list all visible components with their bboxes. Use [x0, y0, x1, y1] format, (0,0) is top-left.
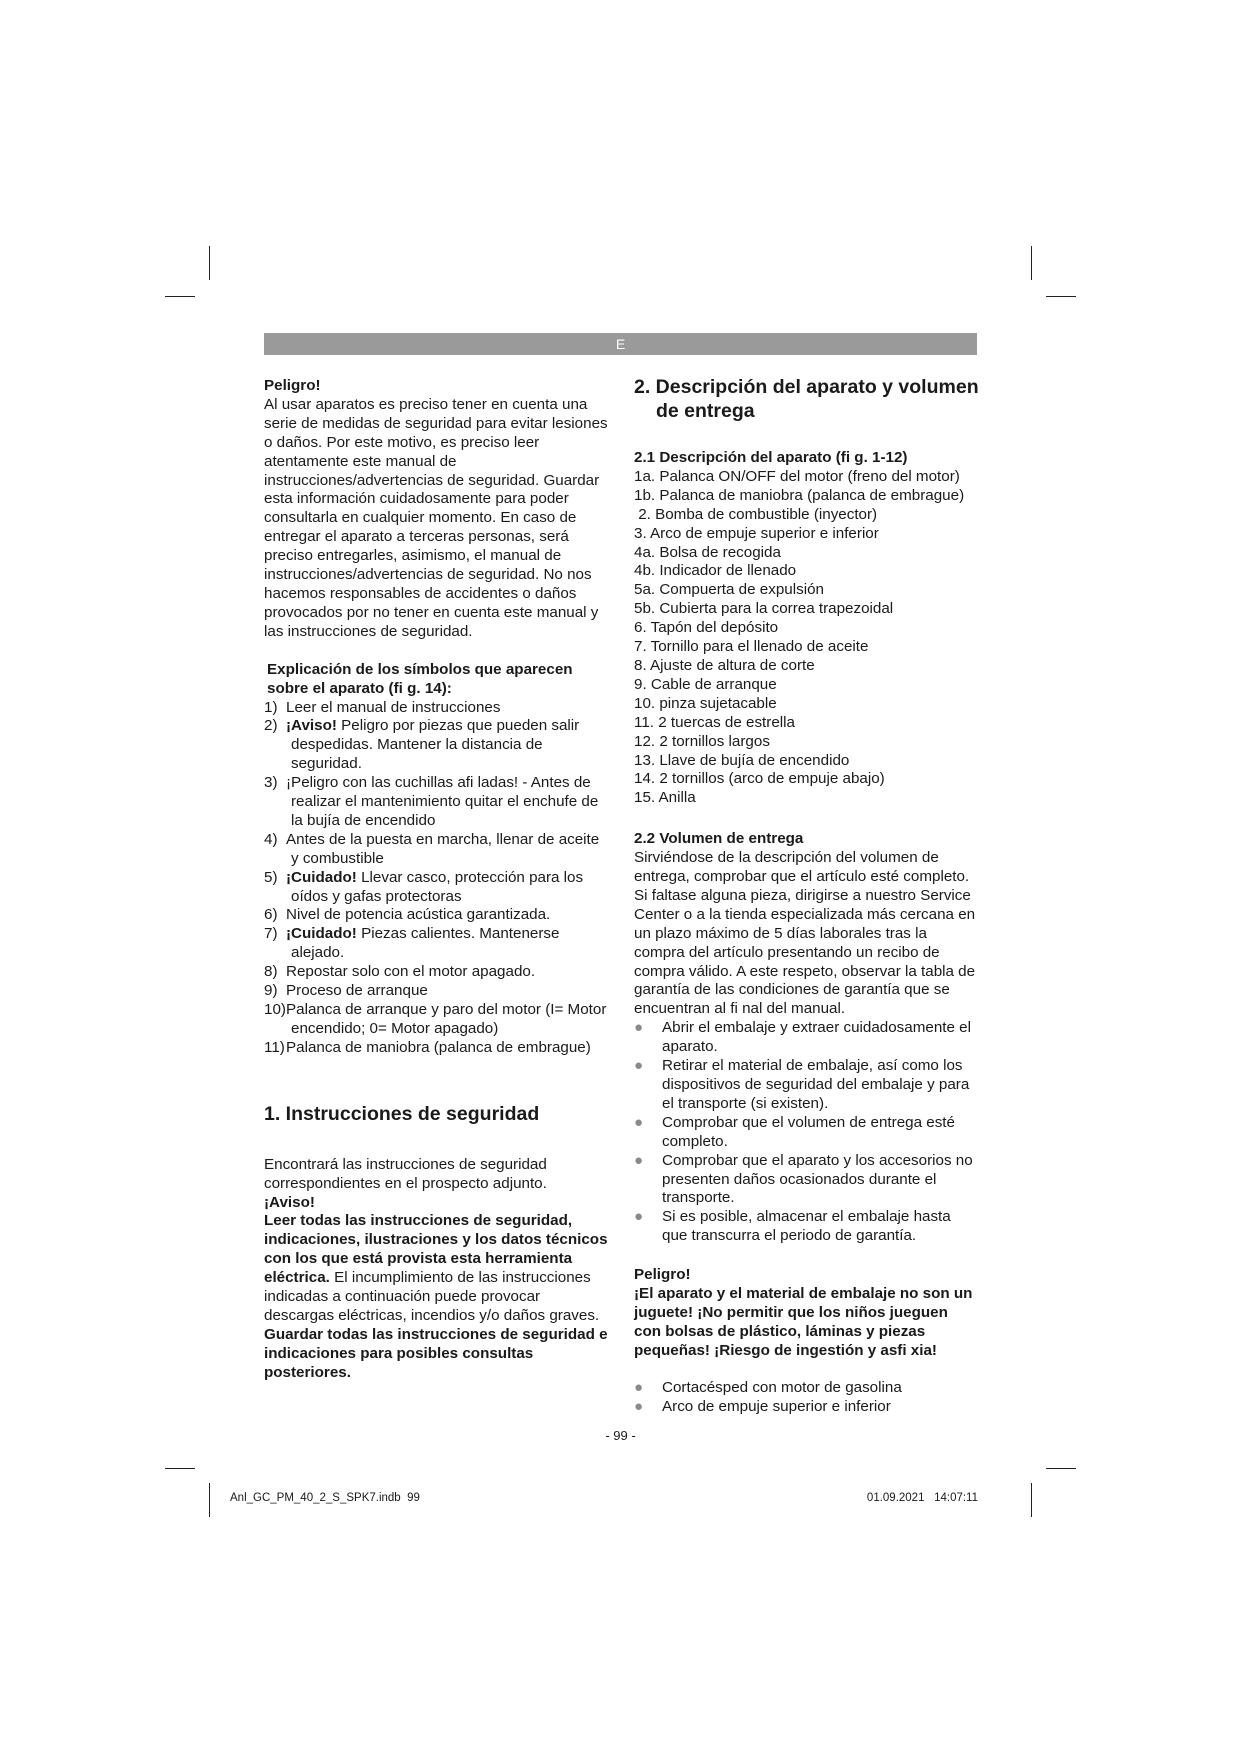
bullet-icon: ● [634, 1057, 644, 1075]
part-item: 10. pinza sujetacable [634, 694, 777, 712]
scope-text: Sirviéndose de la descripción del volumen de entrega, comprobar que el artículo esté completo. Si faltase alguna pieza, dirigirse a nuestro Service Center o a la tienda especializada más cercana en un plazo máximo de 5 días laborales tras la compra del artículo presentando un recibo de compra válido. A este respeto, observar la tabla de garantía de las condiciones de garantía que se encuentran al fi nal del manual. [634, 849, 976, 1018]
aviso-paragraph [264, 1212, 609, 1325]
bullet-icon: ● [634, 1113, 644, 1131]
right-column [634, 375, 979, 1417]
crop-mark [1031, 1483, 1032, 1517]
page-number: - 99 - [605, 1428, 636, 1443]
aviso-bold: Leer todas las instrucciones de seguridad, indicaciones, ilustraciones y los datos técnicos con los que está provista esta herramienta eléctrica. [264, 1212, 608, 1287]
part-item: 15. Anilla [634, 789, 696, 807]
symbol-item: 1) Leer el manual de instrucciones [264, 698, 501, 716]
part-item: 14. 2 tornillos (arco de empuje abajo) [634, 770, 885, 788]
language-code: E [615, 336, 626, 352]
scope-bullets [634, 1019, 979, 1246]
safety-intro: Encontrará las instrucciones de seguridad correspondientes en el prospecto adjunto. [264, 1155, 547, 1192]
symbol-item: 9) Proceso de arranque [264, 982, 428, 1000]
print-date: 01.09.2021 [866, 1492, 925, 1504]
part-item: 13. Llave de bujía de encendido [634, 751, 850, 769]
part-item: 12. 2 tornillos largos [634, 732, 770, 750]
part-item: 2. Bomba de combustible (inyector) [634, 505, 878, 523]
list-item: ● Abrir el embalaje y extraer cuidadosamente el aparato. [634, 1019, 971, 1056]
file-info: Anl_GC_PM_40_2_S_SPK7.indb 99 [230, 1492, 420, 1504]
part-item: 9. Cable de arranque [634, 675, 777, 693]
part-item: 6. Tapón del depósito [634, 619, 779, 637]
list-item: ● Comprobar que el aparato y los accesorios no presenten daños ocasionados durante el transporte. [634, 1151, 973, 1207]
crop-mark [1031, 246, 1032, 280]
aviso-label: ¡Aviso! [264, 1193, 315, 1211]
part-item: 3. Arco de empuje superior e inferior [634, 524, 879, 542]
crop-mark [1046, 1468, 1076, 1469]
crop-mark [209, 246, 210, 280]
warning-text: Al usar aparatos es preciso tener en cuenta una serie de medidas de seguridad para evitar lesiones o daños. Por este motivo, es preciso leer atentamente este manual de instrucciones/advertencias de seguridad. Guardar esta información cuidadosamente para poder consultarla en cualquier momento. En caso de entregar el aparato a terceras personas, será preciso entregarles, asimismo, el manual de instrucciones/advertencias de seguridad. No nos hacemos responsables de accidentes o daños provocados por no tener en cuenta este manual y las instrucciones de seguridad. [264, 395, 608, 640]
symbol-item: 3) ¡Peligro con las cuchillas afi ladas! - Antes de realizar el mantenimiento quitar el enchufe de la bujía de encendido [264, 774, 599, 829]
description-heading: 2. Descripción del aparato y volumen de entrega [634, 376, 979, 422]
part-item: 7. Tornillo para el llenado de aceite [634, 638, 869, 656]
symbol-item: 10)Palanca de arranque y paro del motor (I= Motor encendido; 0= Motor apagado) [264, 1001, 607, 1037]
bullet-icon: ● [634, 1208, 644, 1226]
part-item: 4b. Indicador de llenado [634, 562, 797, 580]
symbols-heading: Explicación de los símbolos que aparecen sobre el aparato (fi g. 14): [267, 660, 573, 697]
device-description-heading: 2.1 Descripción del aparato (fi g. 1-12) [634, 449, 908, 466]
symbol-item: 8) Repostar solo con el motor apagado. [264, 963, 536, 981]
scope-heading: 2.2 Volumen de entrega [634, 830, 804, 848]
list-item: ● Retirar el material de embalaje, así como los dispositivos de seguridad del embalaje y para el transporte (si existen). [634, 1057, 970, 1112]
symbols-list [264, 699, 609, 1058]
warning-title: Peligro! [264, 377, 321, 394]
symbol-item: 11)Palanca de maniobra (palanca de embrague) [264, 1038, 591, 1056]
list-item: ● Arco de empuje superior e inferior [634, 1397, 891, 1415]
symbol-item: 2) ¡Aviso! Peligro por piezas que pueden salir despedidas. Mantener la distancia de seguridad. [264, 717, 580, 773]
part-item: 11. 2 tuercas de estrella [634, 713, 795, 731]
bullet-icon: ● [634, 1019, 644, 1037]
language-bar [264, 333, 977, 355]
crop-mark [1046, 296, 1076, 297]
symbol-item: 5) ¡Cuidado! Llevar casco, protección para los oídos y gafas protectoras [264, 868, 584, 905]
safety-heading: 1. Instrucciones de seguridad [264, 1102, 540, 1125]
crop-mark [165, 1468, 195, 1469]
symbol-item: 6) Nivel de potencia acústica garantizada. [264, 906, 551, 924]
crop-mark [209, 1483, 210, 1517]
part-item: 4a. Bolsa de recogida [634, 543, 781, 561]
crop-mark [165, 296, 195, 297]
part-item: 5a. Compuerta de expulsión [634, 581, 824, 599]
aviso-text: El incumplimiento de las instrucciones indicadas a continuación puede provocar descargas eléctricas, incendios y/o daños graves. [264, 1269, 600, 1324]
list-item: ● Si es posible, almacenar el embalaje hasta que transcurra el periodo de garantía. [634, 1208, 951, 1245]
left-column [264, 377, 609, 1383]
symbol-item: 4) Antes de la puesta en marcha, llenar de aceite y combustible [264, 830, 600, 867]
list-item: ● Cortacésped con motor de gasolina [634, 1378, 902, 1396]
symbol-item: 7) ¡Cuidado! Piezas calientes. Mantenerse alejado. [264, 925, 560, 962]
danger-text: ¡El aparato y el material de embalaje no son un juguete! ¡No permitir que los niños jueguen con bolsas de plástico, láminas y piezas pequeñas! ¡Riesgo de ingestión y asfi xia! [634, 1285, 973, 1359]
bullet-icon: ● [634, 1151, 644, 1169]
keep-instructions: Guardar todas las instrucciones de seguridad e indicaciones para posibles consultas posteriores. [264, 1325, 608, 1381]
part-item: 1a. Palanca ON/OFF del motor (freno del motor) [634, 467, 960, 485]
bullet-icon: ● [634, 1397, 644, 1415]
list-item: ● Comprobar que el volumen de entrega esté completo. [634, 1113, 955, 1150]
part-item: 5b. Cubierta para la correa trapezoidal [634, 600, 894, 618]
bullet-icon: ● [634, 1378, 644, 1396]
contents-bullets [634, 1379, 979, 1417]
part-item: 8. Ajuste de altura de corte [634, 656, 815, 674]
print-time: 14:07:11 [934, 1492, 978, 1504]
print-timestamp [867, 1492, 978, 1504]
part-item: 1b. Palanca de maniobra (palanca de embrague) [634, 486, 965, 504]
parts-list [634, 468, 979, 808]
danger-title: Peligro! [634, 1266, 691, 1284]
